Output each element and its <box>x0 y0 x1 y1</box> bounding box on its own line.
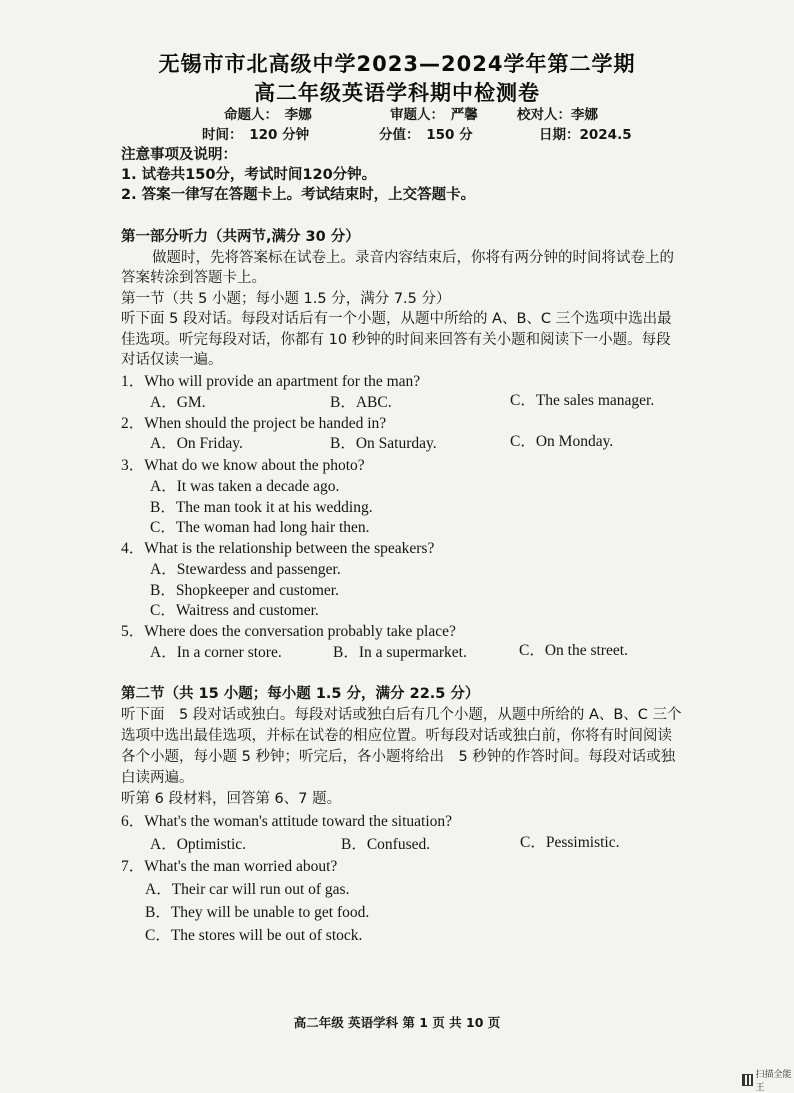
question-2: 2．When should the project be handed in? <box>121 415 387 432</box>
note-item: 2. 答案一律写在答题卡上。考试结束时，上交答题卡。 <box>121 187 476 203</box>
proofreader: 校对人：李娜 <box>517 107 598 123</box>
part1-intro: 做题时，先将答案标在试卷上。录音内容结束后，你将有两分钟的时间将试卷上的 <box>152 250 674 266</box>
section2-intro: 白读两遍。 <box>121 770 194 786</box>
watermark-text: 扫描全能王 <box>755 1070 792 1093</box>
option-c: C．On Monday. <box>510 433 614 450</box>
option-b: B．They will be unable to get food. <box>145 904 370 921</box>
section2-heading: 第二节（共 15 小题；每小题 1.5 分，满分 22.5 分） <box>121 686 480 702</box>
question-4: 4．What is the relationship between the speakers? <box>121 540 435 557</box>
option-b: B．ABC. <box>330 394 392 411</box>
option-a: A．Stewardess and passenger. <box>150 561 341 578</box>
section1-intro: 佳选项。听完每段对话，你都有 10 秒钟的时间来回答有关小题和阅读下一小题。每段 <box>121 332 671 348</box>
section1-intro: 听下面 5 段对话。每段对话后有一个小题，从题中所给的 A、B、C 三个选项中选出最 <box>121 311 672 327</box>
section2-intro: 各个小题，每小题 5 秒钟；听完后，各小题将给出 5 秒钟的作答时间。每段对话或独 <box>121 749 676 765</box>
exam-time: 时间： 120 分钟 <box>202 127 310 143</box>
note-item: 1. 试卷共150分，考试时间120分钟。 <box>121 167 377 183</box>
option-c: C．Waitress and customer. <box>150 602 319 619</box>
option-c: C．Pessimistic. <box>520 834 620 851</box>
option-a: A．Their car will run out of gas. <box>145 881 350 898</box>
page-footer: 高二年级 英语学科 第 1 页 共 10 页 <box>293 1015 501 1030</box>
material-6-instruction: 听第 6 段材料，回答第 6、7 题。 <box>121 791 342 807</box>
scanner-watermark <box>742 1067 794 1093</box>
option-a: A．Optimistic. <box>150 836 247 853</box>
exam-title-line2: 高二年级英语学科期中检测卷 <box>254 81 540 105</box>
option-b: B．On Saturday. <box>330 435 437 452</box>
option-c: C．The sales manager. <box>510 392 655 409</box>
option-c: C．On the street. <box>519 642 628 659</box>
option-b: B．Confused. <box>341 836 431 853</box>
question-7: 7．What's the man worried about? <box>121 858 338 875</box>
exam-date: 日期：2024.5 <box>539 127 632 143</box>
notes-heading: 注意事项及说明： <box>121 147 237 163</box>
option-c: C．The stores will be out of stock. <box>145 927 363 944</box>
question-1: 1．Who will provide an apartment for the man? <box>121 373 421 390</box>
setter: 命题人： 李娜 <box>224 107 312 123</box>
option-b: B．The man took it at his wedding. <box>150 499 373 516</box>
question-5: 5．Where does the conversation probably take place? <box>121 623 456 640</box>
question-3: 3．What do we know about the photo? <box>121 457 365 474</box>
section2-intro: 听下面 5 段对话或独白。每段对话或独白后有几个小题，从题中所给的 A、B、C 三个 <box>121 707 682 723</box>
option-a: A．GM. <box>150 394 206 411</box>
question-6: 6．What's the woman's attitude toward the situation? <box>121 813 453 830</box>
part1-intro: 答案转涂到答题卡上。 <box>121 270 266 286</box>
section2-intro: 选项中选出最佳选项，并标在试卷的相应位置。听每段对话或独白前，你将有时间阅读 <box>121 728 672 744</box>
qr-code-icon <box>742 1074 753 1086</box>
option-b: B．In a supermarket. <box>333 644 467 661</box>
exam-title-line1: 无锡市市北高级中学2023—2024学年第二学期 <box>158 52 636 76</box>
part1-heading: 第一部分听力（共两节,满分 30 分） <box>121 229 360 245</box>
exam-score: 分值： 150 分 <box>379 127 473 143</box>
option-c: C．The woman had long hair then. <box>150 519 370 536</box>
reviewer: 审题人： 严馨 <box>390 107 478 123</box>
option-a: A．It was taken a decade ago. <box>150 478 340 495</box>
option-b: B．Shopkeeper and customer. <box>150 582 339 599</box>
section1-heading: 第一节（共 5 小题；每小题 1.5 分，满分 7.5 分） <box>121 291 451 307</box>
section1-intro: 对话仅读一遍。 <box>121 352 223 368</box>
option-a: A．In a corner store. <box>150 644 282 661</box>
option-a: A．On Friday. <box>150 435 243 452</box>
